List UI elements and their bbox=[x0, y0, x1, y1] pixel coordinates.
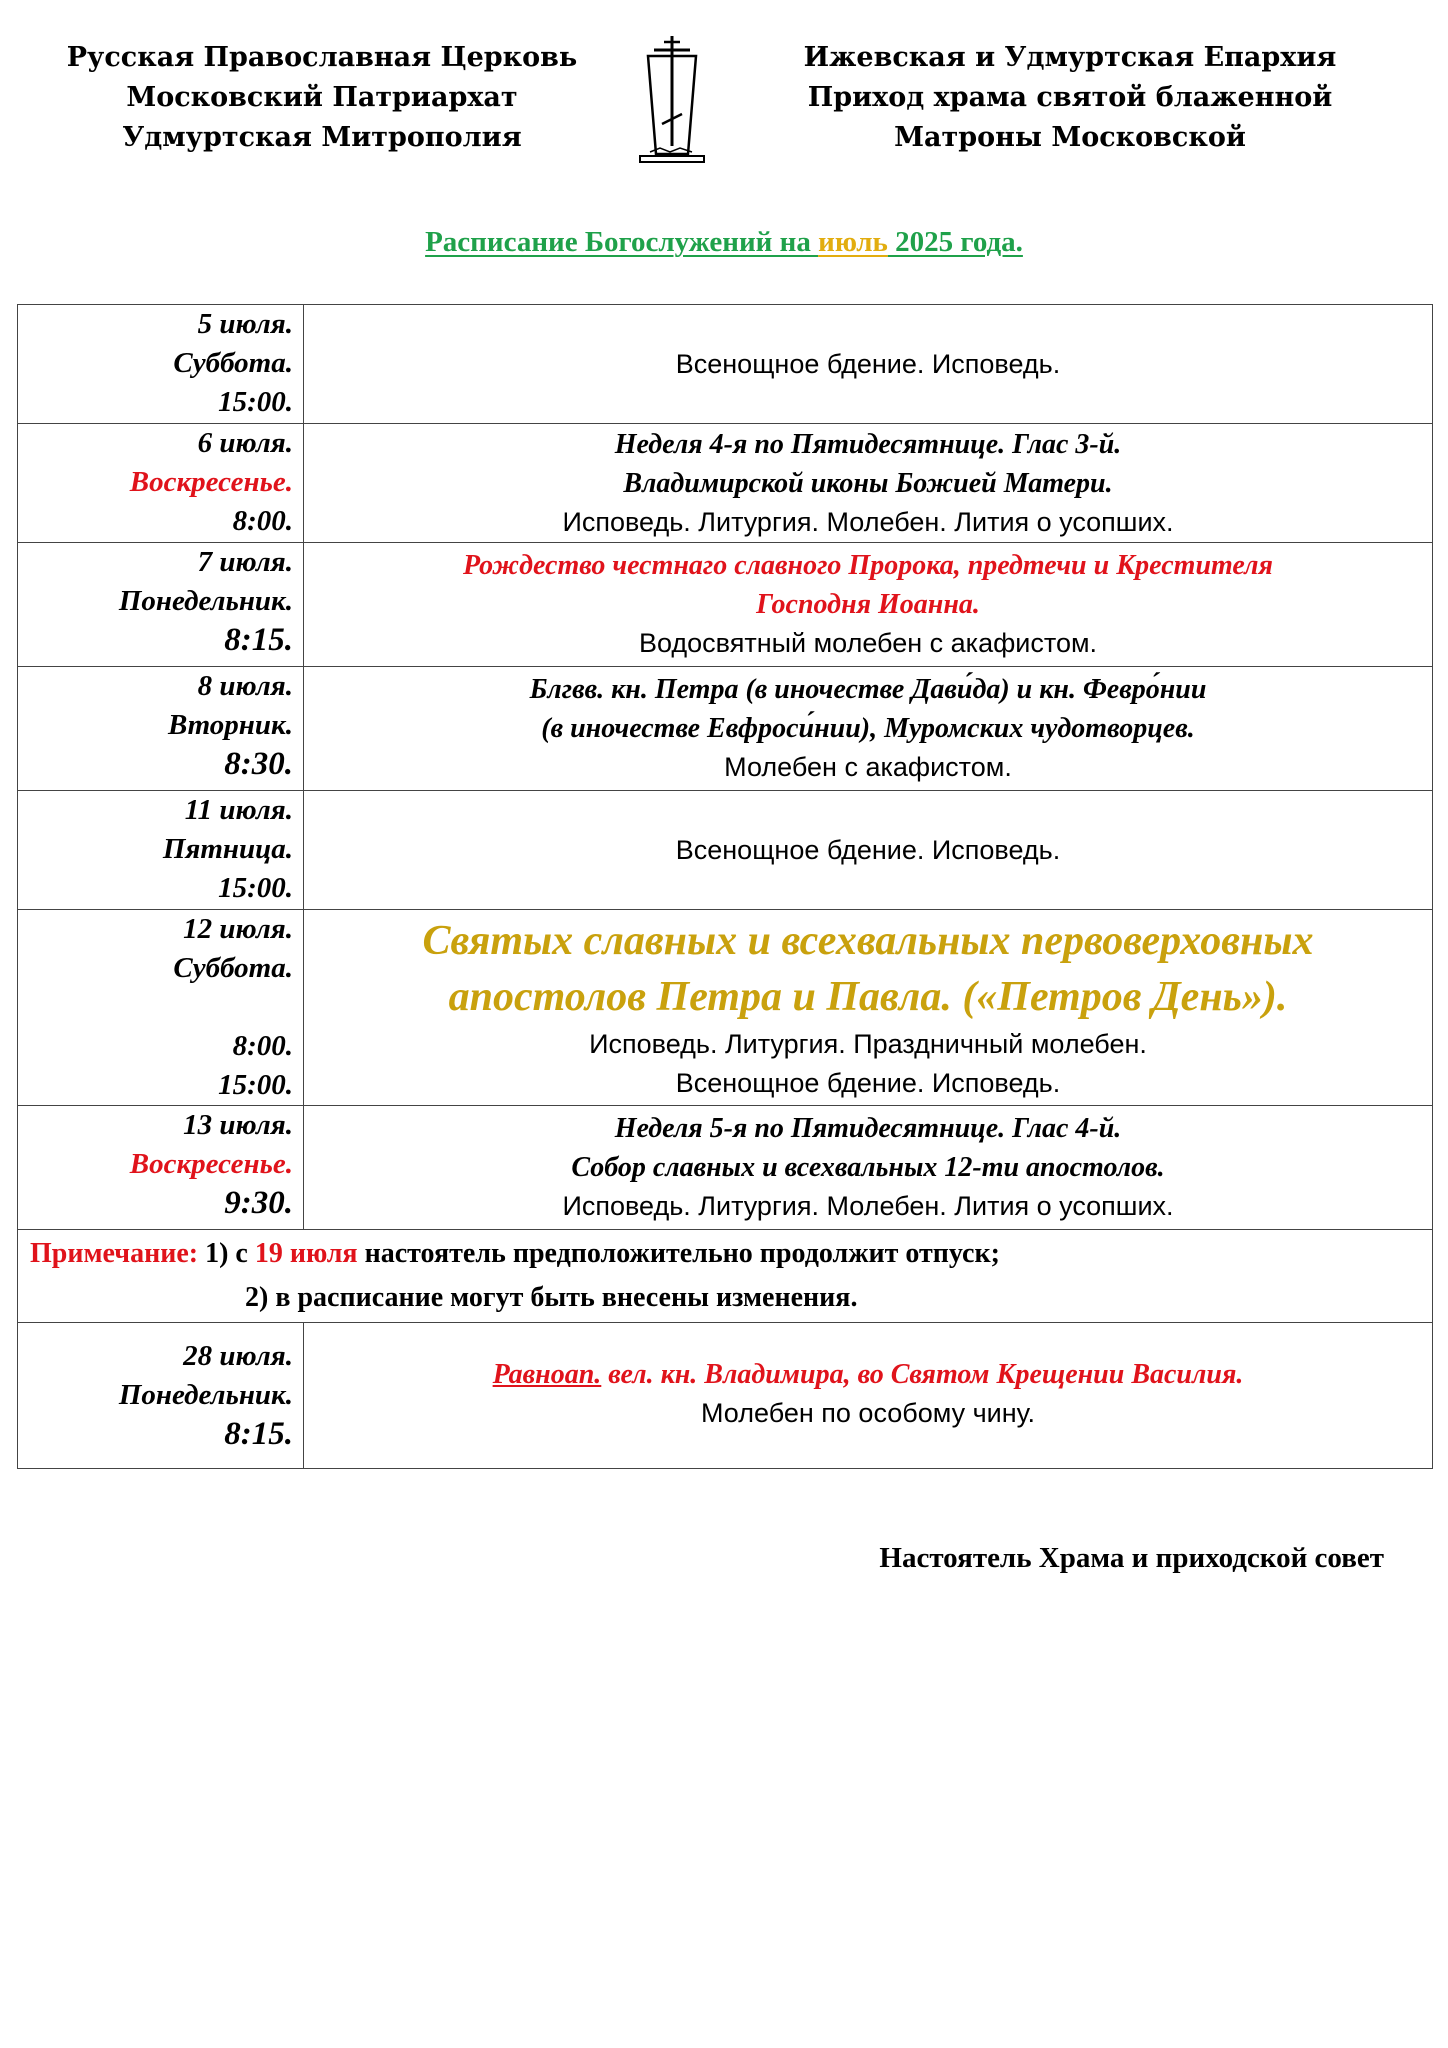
time: 8:15. bbox=[224, 1416, 293, 1452]
feast-title: Собор славных и всехвальных 12-ти апостолов. bbox=[571, 1152, 1165, 1183]
weekday: Пятница. bbox=[162, 833, 293, 865]
parish-name: Приход храма святой блаженной bbox=[807, 82, 1333, 113]
feast-rest: вел. кн. Владимира, во Святом Крещении Василия. bbox=[601, 1359, 1244, 1390]
service-text: Всенощное бдение. Исповедь. bbox=[675, 348, 1061, 379]
note-cell bbox=[18, 1230, 1433, 1323]
feast-title: Неделя 4-я по Пятидесятнице. Глас 3-й. bbox=[614, 428, 1122, 460]
service-text: Молебен с акафистом. bbox=[724, 752, 1012, 782]
page-title bbox=[0, 226, 1448, 259]
table-row bbox=[18, 1323, 1433, 1469]
parish-saint-name: Матроны Московской bbox=[894, 122, 1246, 153]
weekday: Понедельник. bbox=[118, 585, 293, 617]
title-suffix: 2025 года. bbox=[887, 226, 1023, 258]
title-month: июль bbox=[818, 226, 888, 258]
note-row bbox=[18, 1230, 1433, 1323]
feast-title: (в иночестве Евфроси́нии), Муромских чудотворцев. bbox=[541, 713, 1195, 744]
schedule-table bbox=[17, 304, 1433, 1469]
date: 8 июля. bbox=[197, 670, 293, 702]
feast-title: Рождество честнаго славного Пророка, предтечи и Крестителя bbox=[463, 550, 1273, 581]
feast-title: Святых славных и всехвальных первоверховных bbox=[422, 917, 1314, 964]
service-text: Молебен по особому чину. bbox=[701, 1398, 1035, 1428]
service-cell bbox=[304, 667, 1433, 791]
eparchy-name: Ижевская и Удмуртская Епархия bbox=[803, 42, 1337, 73]
service-cell bbox=[304, 424, 1433, 543]
title-prefix: Расписание Богослужений на bbox=[425, 226, 819, 258]
date-cell bbox=[18, 910, 304, 1106]
service-text: Исповедь. Литургия. Молебен. Лития о усопших. bbox=[562, 1191, 1174, 1221]
weekday: Суббота. bbox=[173, 952, 293, 984]
table-row bbox=[18, 424, 1433, 543]
weekday: Вторник. bbox=[167, 709, 293, 741]
table-row bbox=[18, 910, 1433, 1106]
service-cell bbox=[304, 791, 1433, 910]
table-row bbox=[18, 1106, 1433, 1230]
time: 8:00. bbox=[232, 1030, 293, 1062]
feast-title: Владимирской иконы Божией Матери. bbox=[623, 467, 1113, 499]
time: 8:30. bbox=[224, 746, 293, 782]
time: 15:00. bbox=[218, 872, 293, 904]
date: 12 июля. bbox=[183, 913, 293, 945]
date-cell bbox=[18, 543, 304, 667]
weekday: Воскресенье. bbox=[129, 466, 293, 498]
date-cell bbox=[18, 667, 304, 791]
feast-prefix: Равноап. bbox=[492, 1359, 602, 1390]
header-right-block bbox=[780, 38, 1360, 158]
feast-title: Господня Иоанна. bbox=[756, 589, 980, 620]
date: 28 июля. bbox=[183, 1340, 293, 1372]
feast-title: Неделя 5-я по Пятидесятнице. Глас 4-й. bbox=[614, 1113, 1122, 1144]
table-row bbox=[18, 791, 1433, 910]
service-cell bbox=[304, 910, 1433, 1106]
date: 11 июля. bbox=[184, 794, 293, 826]
time: 8:15. bbox=[224, 622, 293, 658]
service-cell bbox=[304, 1106, 1433, 1230]
date: 5 июля. bbox=[197, 308, 293, 340]
note-date: 19 июля bbox=[254, 1238, 358, 1269]
time: 15:00. bbox=[218, 1069, 293, 1101]
orthodox-cross-emblem-icon bbox=[634, 34, 710, 164]
date-cell bbox=[18, 1106, 304, 1230]
note-label: Примечание: bbox=[30, 1238, 199, 1269]
service-text: Исповедь. Литургия. Молебен. Лития о усопших. bbox=[562, 506, 1174, 537]
service-text: Всенощное бдение. Исповедь. bbox=[675, 1067, 1061, 1098]
service-cell bbox=[304, 543, 1433, 667]
service-cell bbox=[304, 1323, 1433, 1469]
date-cell bbox=[18, 305, 304, 424]
service-cell bbox=[304, 305, 1433, 424]
date: 6 июля. bbox=[197, 427, 293, 459]
weekday: Воскресенье. bbox=[129, 1148, 293, 1180]
time: 8:00. bbox=[232, 505, 293, 537]
weekday: Понедельник. bbox=[118, 1379, 293, 1411]
feast-title: Блгвв. кн. Петра (в иночестве Дави́да) и кн. Февро́нии bbox=[529, 674, 1207, 705]
table-row bbox=[18, 667, 1433, 791]
patriarchate-name: Московский Патриархат bbox=[126, 82, 518, 113]
table-row bbox=[18, 543, 1433, 667]
metropolis-name: Удмуртская Митрополия bbox=[122, 122, 522, 153]
service-text: Всенощное бдение. Исповедь. bbox=[675, 834, 1061, 865]
table-row bbox=[18, 305, 1433, 424]
feast-title bbox=[304, 1355, 1432, 1394]
date: 13 июля. bbox=[183, 1109, 293, 1141]
weekday: Суббота. bbox=[173, 347, 293, 379]
date: 7 июля. bbox=[197, 546, 293, 578]
header-left-block bbox=[52, 38, 592, 158]
date-cell bbox=[18, 424, 304, 543]
note-line-1 bbox=[30, 1232, 1432, 1276]
signature: Настоятель Храма и приходской совет bbox=[879, 1542, 1384, 1574]
time: 9:30. bbox=[224, 1185, 293, 1221]
service-text: Исповедь. Литургия. Праздничный молебен. bbox=[589, 1028, 1147, 1059]
feast-title: апостолов Петра и Павла. («Петров День»). bbox=[448, 973, 1288, 1020]
note-line-2: 2) в расписание могут быть внесены изменения. bbox=[245, 1282, 858, 1313]
date-cell bbox=[18, 1323, 304, 1469]
date-cell bbox=[18, 791, 304, 910]
service-text: Водосвятный молебен с акафистом. bbox=[638, 628, 1098, 658]
spacer bbox=[18, 988, 293, 1027]
note-text: 1) с bbox=[198, 1238, 255, 1269]
note-text: настоятель предположительно продолжит отпуск; bbox=[357, 1238, 1000, 1269]
time: 15:00. bbox=[218, 386, 293, 418]
church-name: Русская Православная Церковь bbox=[66, 42, 578, 73]
